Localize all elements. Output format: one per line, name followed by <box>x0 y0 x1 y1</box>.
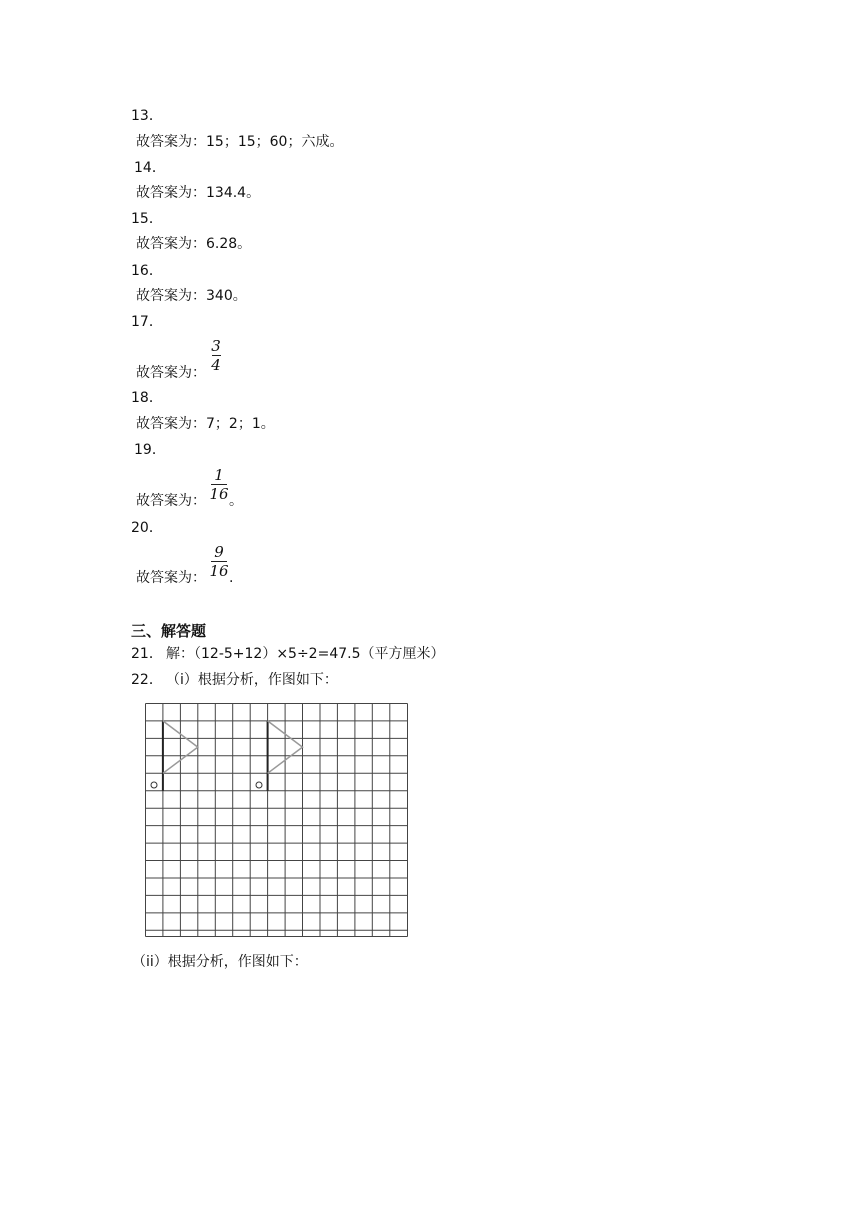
answer-13-number: 13． <box>131 108 163 124</box>
answer-17-number: 17． <box>131 314 163 330</box>
question-21-number: 21． <box>131 646 163 662</box>
answer-17-fraction <box>208 337 224 374</box>
answer-13-text: 故答案为：15；15；60；六成。 <box>136 134 344 150</box>
answer-18-text: 故答案为：7；2；1。 <box>136 416 275 432</box>
answer-16-number: 16． <box>131 263 163 279</box>
section-title: 三、解答题 <box>131 622 207 640</box>
grid-figure <box>145 703 409 938</box>
answer-19-suffix: 。 <box>229 493 243 509</box>
answer-20-suffix: . <box>229 570 234 586</box>
answer-20-number: 20． <box>131 520 163 536</box>
fraction-numerator: 1 <box>214 466 224 484</box>
question-21-text: 解：（12-5+12）×5÷2=47.5（平方厘米） <box>166 646 445 662</box>
answer-16-text: 故答案为：340。 <box>136 288 247 304</box>
answer-19-fraction <box>209 466 229 503</box>
answer-14-text: 故答案为：134.4。 <box>136 185 261 201</box>
answer-20-text: 故答案为： <box>136 570 206 586</box>
question-22-number: 22． <box>131 672 163 688</box>
fraction-denominator: 16 <box>209 562 229 580</box>
fraction-denominator: 4 <box>211 356 221 374</box>
grid-lines <box>146 704 408 937</box>
answer-20-fraction <box>209 543 229 580</box>
question-22-text: （i）根据分析，作图如下： <box>166 672 338 688</box>
answer-19-number: 19． <box>134 442 166 458</box>
answer-17-text: 故答案为： <box>136 365 206 381</box>
answer-15-text: 故答案为：6.28。 <box>136 236 252 252</box>
fraction-numerator: 9 <box>214 543 224 561</box>
answer-18-number: 18． <box>131 390 163 406</box>
fraction-denominator: 16 <box>209 485 229 503</box>
answer-14-number: 14． <box>134 160 166 176</box>
question-22-part-ii: （ii）根据分析，作图如下： <box>132 954 308 970</box>
fraction-numerator: 3 <box>211 337 221 355</box>
answer-19-text: 故答案为： <box>136 493 206 509</box>
answer-15-number: 15． <box>131 211 163 227</box>
